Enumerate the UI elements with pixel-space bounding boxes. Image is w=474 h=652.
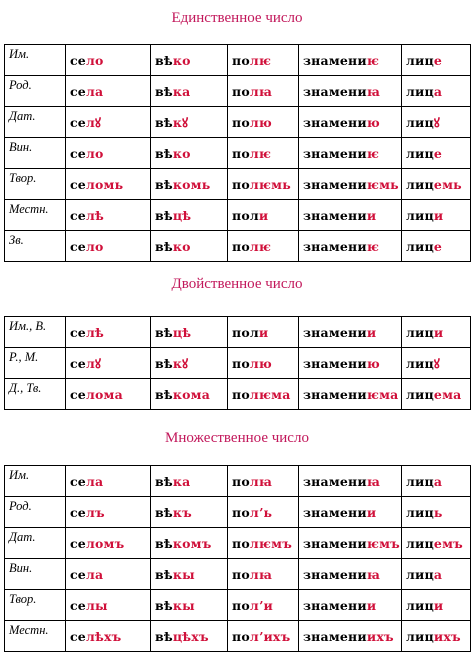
word-form — [228, 169, 299, 200]
word-ending: лꙗ — [249, 473, 273, 489]
word-stem: лиц — [406, 207, 434, 223]
word-stem: знамени — [303, 114, 367, 130]
word-form — [151, 107, 228, 138]
word-ending: комъ — [172, 535, 212, 551]
word-stem: лиц — [406, 504, 434, 520]
word-form — [151, 348, 228, 379]
word-stem: се — [70, 324, 86, 340]
word-form — [228, 138, 299, 169]
word-form — [402, 348, 471, 379]
word-ending: лʼихъ — [249, 628, 291, 644]
case-label: Им. — [5, 45, 66, 76]
word-stem: по — [232, 145, 250, 161]
word-stem: по — [232, 114, 250, 130]
word-form — [299, 559, 402, 590]
word-stem: се — [70, 238, 86, 254]
word-ending: и — [258, 324, 269, 340]
word-ending: лꙗ — [249, 566, 273, 582]
word-ending: и — [433, 597, 444, 613]
word-ending: ла — [85, 473, 104, 489]
word-stem: се — [70, 566, 86, 582]
word-stem: по — [232, 176, 250, 192]
table-row — [5, 76, 471, 107]
word-form — [228, 559, 299, 590]
word-stem: лиц — [406, 473, 434, 489]
word-ending: ꙋ — [433, 114, 440, 130]
word-ending: ко — [172, 52, 191, 68]
word-stem: по — [232, 504, 250, 520]
word-stem: лиц — [406, 597, 434, 613]
word-stem: по — [232, 52, 250, 68]
word-stem: по — [232, 386, 250, 402]
word-stem: се — [70, 52, 86, 68]
word-form — [228, 497, 299, 528]
word-stem: лиц — [406, 386, 434, 402]
word-ending: лъ — [85, 504, 105, 520]
word-form — [66, 497, 151, 528]
word-ending: лю — [249, 114, 272, 130]
word-form — [151, 497, 228, 528]
table-row — [5, 528, 471, 559]
word-stem: знамени — [303, 324, 367, 340]
table-row — [5, 348, 471, 379]
table-row — [5, 497, 471, 528]
word-form — [299, 107, 402, 138]
word-ending: кома — [172, 386, 210, 402]
word-ending: лѥ — [249, 52, 272, 68]
word-ending: кꙋ — [172, 355, 189, 371]
plural-title: Множественное число — [165, 430, 309, 446]
case-label: Местн. — [5, 200, 66, 231]
word-ending: лома — [85, 386, 123, 402]
word-ending: кы — [172, 597, 195, 613]
word-ending: ла — [85, 83, 104, 99]
word-form — [66, 45, 151, 76]
word-ending: цѣ — [172, 324, 192, 340]
word-ending: лꙋ — [85, 114, 102, 130]
word-form — [151, 379, 228, 410]
word-stem: вѣ — [155, 52, 173, 68]
word-ending: цѣ — [172, 207, 192, 223]
word-ending: и — [366, 597, 377, 613]
word-ending: ломь — [85, 176, 124, 192]
word-stem: знамени — [303, 176, 367, 192]
word-form — [299, 590, 402, 621]
word-form — [299, 76, 402, 107]
word-ending: ѥ — [366, 52, 380, 68]
word-stem: вѣ — [155, 535, 173, 551]
word-stem: вѣ — [155, 114, 173, 130]
dual-title: Двойственное число — [171, 276, 303, 292]
word-stem: знамени — [303, 628, 367, 644]
word-ending: и — [366, 207, 377, 223]
word-stem: знамени — [303, 597, 367, 613]
word-ending: ꙗ — [366, 473, 381, 489]
word-form — [299, 317, 402, 348]
word-form — [402, 528, 471, 559]
word-form — [228, 317, 299, 348]
word-form — [402, 379, 471, 410]
word-form — [402, 200, 471, 231]
word-form — [228, 107, 299, 138]
word-stem: знамени — [303, 535, 367, 551]
word-ending: лѣ — [85, 207, 104, 223]
case-label: Вин. — [5, 138, 66, 169]
word-form — [402, 497, 471, 528]
word-form — [402, 169, 471, 200]
word-form — [299, 169, 402, 200]
word-stem: лиц — [406, 355, 434, 371]
word-ending: ихъ — [366, 628, 394, 644]
word-stem: вѣ — [155, 566, 173, 582]
word-ending: емъ — [433, 535, 463, 551]
case-label: Им., В. — [5, 317, 66, 348]
word-ending: а — [433, 473, 443, 489]
word-ending: цѣхъ — [172, 628, 209, 644]
word-ending: ка — [172, 83, 191, 99]
word-stem: се — [70, 535, 86, 551]
word-stem: знамени — [303, 83, 367, 99]
word-ending: къ — [172, 504, 192, 520]
word-form — [228, 231, 299, 262]
word-ending: ема — [433, 386, 462, 402]
table-row — [5, 231, 471, 262]
word-form — [66, 76, 151, 107]
word-form — [151, 466, 228, 497]
word-form — [151, 76, 228, 107]
plural-table — [4, 465, 471, 652]
word-stem: се — [70, 504, 86, 520]
word-form — [402, 466, 471, 497]
word-stem: вѣ — [155, 238, 173, 254]
word-form — [66, 107, 151, 138]
case-label: Дат. — [5, 107, 66, 138]
word-ending: ѥма — [366, 386, 399, 402]
word-ending: ꙋ — [433, 355, 440, 371]
case-label: Род. — [5, 76, 66, 107]
word-form — [402, 317, 471, 348]
word-stem: вѣ — [155, 386, 173, 402]
word-ending: ла — [85, 566, 104, 582]
word-ending: емь — [433, 176, 462, 192]
word-form — [151, 200, 228, 231]
word-form — [299, 528, 402, 559]
table-row — [5, 169, 471, 200]
word-form — [151, 559, 228, 590]
word-stem: вѣ — [155, 504, 173, 520]
word-stem: знамени — [303, 52, 367, 68]
word-form — [299, 231, 402, 262]
word-form — [402, 138, 471, 169]
word-ending: ꙗ — [366, 566, 381, 582]
word-stem: лиц — [406, 145, 434, 161]
singular-table — [4, 44, 471, 262]
word-form — [402, 107, 471, 138]
word-form — [151, 317, 228, 348]
word-ending: е — [433, 238, 443, 254]
word-stem: знамени — [303, 386, 367, 402]
word-stem: вѣ — [155, 597, 173, 613]
word-ending: лʼи — [249, 597, 273, 613]
word-form — [228, 466, 299, 497]
word-stem: по — [232, 355, 250, 371]
word-stem: вѣ — [155, 473, 173, 489]
word-ending: ломъ — [85, 535, 125, 551]
word-ending: а — [433, 83, 443, 99]
word-stem: лиц — [406, 238, 434, 254]
word-stem: по — [232, 83, 250, 99]
word-form — [228, 76, 299, 107]
word-ending: лѥмъ — [249, 535, 292, 551]
case-label: Твор. — [5, 590, 66, 621]
word-stem: по — [232, 238, 250, 254]
word-stem: вѣ — [155, 145, 173, 161]
word-form — [66, 317, 151, 348]
word-stem: знамени — [303, 566, 367, 582]
word-stem: лиц — [406, 566, 434, 582]
word-stem: знамени — [303, 207, 367, 223]
word-ending: ко — [172, 145, 191, 161]
word-ending: лѥмь — [249, 176, 291, 192]
table-row — [5, 45, 471, 76]
word-ending: лѥ — [249, 238, 272, 254]
word-ending: ло — [85, 145, 104, 161]
word-ending: лю — [249, 355, 272, 371]
word-stem: лиц — [406, 83, 434, 99]
word-ending: ка — [172, 473, 191, 489]
word-stem: лиц — [406, 176, 434, 192]
word-ending: лы — [85, 597, 108, 613]
case-label: Местн. — [5, 621, 66, 652]
word-ending: лʼь — [249, 504, 273, 520]
word-form — [402, 590, 471, 621]
word-form — [299, 348, 402, 379]
word-ending: и — [258, 207, 269, 223]
word-ending: ло — [85, 238, 104, 254]
word-form — [299, 138, 402, 169]
word-stem: по — [232, 535, 250, 551]
case-label: Зв. — [5, 231, 66, 262]
word-form — [299, 379, 402, 410]
word-stem: се — [70, 628, 86, 644]
word-form — [66, 528, 151, 559]
case-label: Д., Тв. — [5, 379, 66, 410]
word-stem: лиц — [406, 628, 434, 644]
word-form — [402, 76, 471, 107]
word-stem: знамени — [303, 145, 367, 161]
word-stem: лиц — [406, 324, 434, 340]
word-stem: вѣ — [155, 355, 173, 371]
word-form — [228, 528, 299, 559]
word-form — [299, 45, 402, 76]
word-form — [66, 231, 151, 262]
word-form — [66, 169, 151, 200]
word-stem: по — [232, 597, 250, 613]
word-form — [402, 231, 471, 262]
word-ending: ѥ — [366, 238, 380, 254]
word-stem: по — [232, 566, 250, 582]
word-ending: и — [433, 324, 444, 340]
case-label: Р., М. — [5, 348, 66, 379]
word-stem: се — [70, 473, 86, 489]
word-form — [66, 348, 151, 379]
word-form — [151, 45, 228, 76]
word-ending: и — [433, 207, 444, 223]
word-ending: лꙋ — [85, 355, 102, 371]
word-ending: ꙗ — [366, 83, 381, 99]
word-stem: се — [70, 145, 86, 161]
word-form — [402, 559, 471, 590]
word-form — [151, 590, 228, 621]
word-stem: се — [70, 386, 86, 402]
word-stem: се — [70, 114, 86, 130]
word-ending: ло — [85, 52, 104, 68]
word-ending: ю — [366, 114, 380, 130]
word-stem: лиц — [406, 52, 434, 68]
word-stem: знамени — [303, 238, 367, 254]
table-row — [5, 590, 471, 621]
table-row — [5, 107, 471, 138]
word-form — [151, 169, 228, 200]
word-ending: е — [433, 145, 443, 161]
case-label: Твор. — [5, 169, 66, 200]
word-ending: ѥ — [366, 145, 380, 161]
word-stem: вѣ — [155, 207, 173, 223]
word-form — [299, 466, 402, 497]
word-stem: лиц — [406, 535, 434, 551]
word-ending: ѥмь — [366, 176, 399, 192]
table-row — [5, 379, 471, 410]
word-form — [228, 379, 299, 410]
word-ending: ю — [366, 355, 380, 371]
word-form — [66, 138, 151, 169]
word-ending: кꙋ — [172, 114, 189, 130]
word-form — [66, 559, 151, 590]
word-form — [228, 45, 299, 76]
case-label: Род. — [5, 497, 66, 528]
word-stem: се — [70, 207, 86, 223]
table-row — [5, 200, 471, 231]
word-form — [228, 200, 299, 231]
word-ending: е — [433, 52, 443, 68]
word-stem: лиц — [406, 114, 434, 130]
table-row — [5, 317, 471, 348]
word-form — [66, 466, 151, 497]
word-stem: пол — [232, 324, 259, 340]
word-ending: и — [366, 324, 377, 340]
word-form — [299, 497, 402, 528]
word-stem: по — [232, 628, 250, 644]
case-label: Им. — [5, 466, 66, 497]
word-stem: се — [70, 355, 86, 371]
word-form — [66, 379, 151, 410]
dual-table — [4, 316, 471, 410]
word-ending: ихъ — [433, 628, 461, 644]
singular-title: Единственное число — [171, 10, 303, 26]
table-row — [5, 138, 471, 169]
word-ending: ѥмъ — [366, 535, 400, 551]
word-ending: и — [366, 504, 377, 520]
word-stem: по — [232, 473, 250, 489]
word-stem: пол — [232, 207, 259, 223]
word-ending: лꙗ — [249, 83, 273, 99]
word-ending: лѥ — [249, 145, 272, 161]
table-row — [5, 466, 471, 497]
word-form — [66, 200, 151, 231]
case-label: Вин. — [5, 559, 66, 590]
word-stem: се — [70, 597, 86, 613]
word-stem: знамени — [303, 355, 367, 371]
word-stem: се — [70, 176, 86, 192]
word-form — [151, 528, 228, 559]
word-ending: кы — [172, 566, 195, 582]
word-stem: знамени — [303, 504, 367, 520]
word-ending: комь — [172, 176, 211, 192]
word-stem: се — [70, 83, 86, 99]
word-stem: вѣ — [155, 628, 173, 644]
word-form — [299, 200, 402, 231]
word-form — [151, 231, 228, 262]
word-ending: ь — [433, 504, 443, 520]
word-ending: лѣхъ — [85, 628, 122, 644]
word-form — [151, 138, 228, 169]
word-stem: знамени — [303, 473, 367, 489]
table-row — [5, 559, 471, 590]
word-form — [402, 45, 471, 76]
word-form — [228, 348, 299, 379]
word-ending: лѣ — [85, 324, 104, 340]
word-form — [66, 590, 151, 621]
word-stem: вѣ — [155, 324, 173, 340]
word-stem: вѣ — [155, 176, 173, 192]
case-label: Дат. — [5, 528, 66, 559]
word-stem: вѣ — [155, 83, 173, 99]
word-form — [228, 590, 299, 621]
word-ending: ко — [172, 238, 191, 254]
word-ending: лѥма — [249, 386, 291, 402]
word-ending: а — [433, 566, 443, 582]
